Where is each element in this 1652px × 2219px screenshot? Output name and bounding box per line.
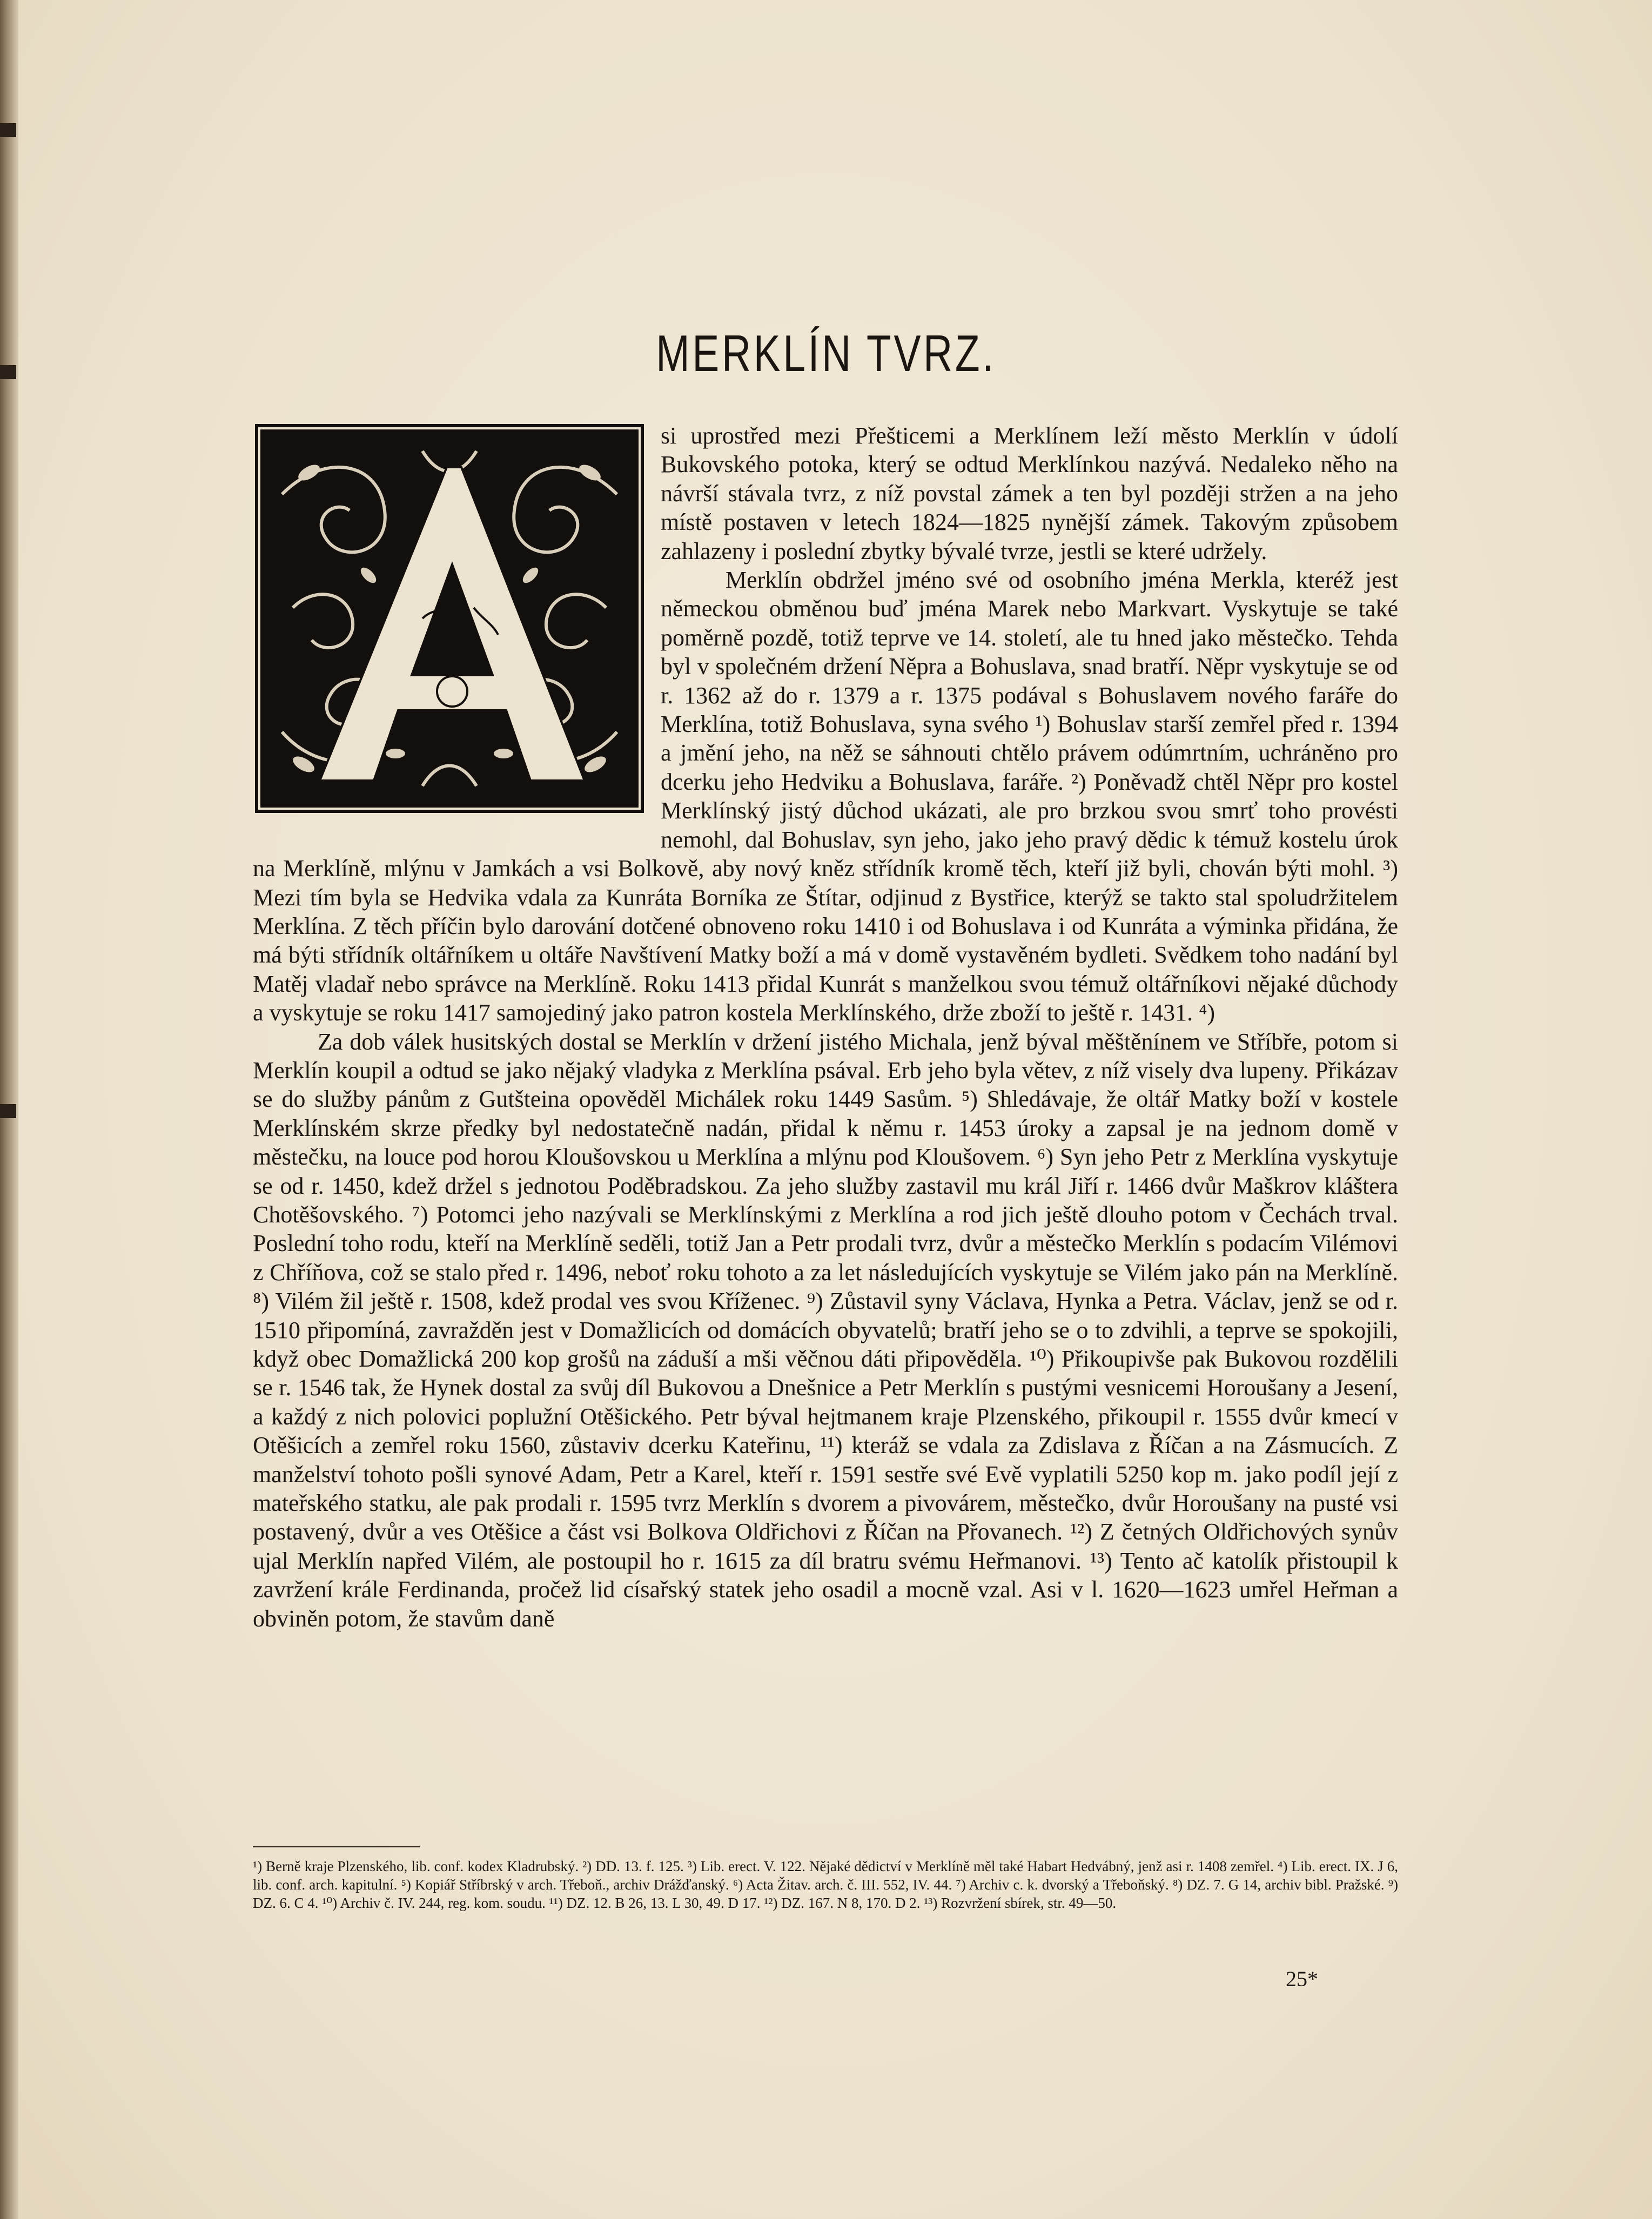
paragraph: Za dob válek husitských dostal se Merklín v držení jistého Michala, jenž býval měštěnínem ve Stříbře, potom si Merklín koupil a odtud se jako nějaký vladyka z Merklína psával. Erb jeho byla větev, z níž visely dva lupeny. Přikázav se do služby pánům z Gutšteina opověděl Michálek roku 1449 Sasům. ⁵) Shledávaje, že oltář Matky boží v kostele Merklínském skrze předky byl nedostatečně nadán, přidal k němu r. 1453 úroky a zapsal je na jednom domě v městečku, na louce pod horou Kloušovskou u Merklína a mlýnu pod Kloušovem. ⁶) Syn jeho Petr z Merklína vyskytuje se od r. 1450, kdež držel s jednotou Poděbradskou. Za jeho služby zastavil mu král Jiří r. 1466 dvůr Maškrov kláštera Chotěšovského. ⁷) Potomci jeho nazývali se Merklínskými z Merklína a rod jich ještě dlouho potom v Čechách trval. Poslední toho rodu, kteří na Merklíně seděli, totiž Jan a Petr prodali tvrz, dvůr a městečko Merklín s podacím Vilémovi z Chříňova, což se stalo před r. 1496, neboť roku tohoto a za let následujících vyskytuje se Vilém jako pán na Merklíně. ⁸) Vilém žil ještě r. 1508, kdež prodal ves svou Kříženec. ⁹) Zůstavil syny Václava, Hynka a Petra. Václav, jenž se od r. 1510 připomíná, zavražděn jest v Domažlicích od domácích obyvatelů; bratří jeho se o to zdvihli, a teprve se spokojili, když obec Domažlická 200 kop grošů na záduší a mši věčnou dáti připověděla. ¹⁰) Přikoupivše pak Bukovou rozdělili se r. 1546 tak, že Hynek dostal za svůj díl Bukovou a Dnešnice a Petr Merklín s pustými vesnicemi Horoušany a Jesení, a každý z nich polovici poplužní Otěšického. Petr býval hejtmanem kraje Plzenského, přikoupil r. 1555 dvůr kmecí v Otěšicích a zemřel roku 1560, zůstaviv dcerku Kateřinu, ¹¹) kteráž se vdala za Zdislava z Říčan a na Zásmucích. Z manželství tohoto pošli synové Adam, Petr a Karel, kteří r. 1591 sestře své Evě vyplatili 5250 kop m. jako podíl její z mateřského statku, ale pak prodali r. 1595 tvrz Merklín s dvorem a pivovárem, městečko, dvůr Horoušany na pusté vsi postavený, dvůr a ves Otěšice a část vsi Bolkova Oldřichovi z Říčan na Přovanech. ¹²) Z četných Oldřichových synův ujal Merklín napřed Vilém, ale postoupil ho r. 1615 za díl bratru svému Heřmanovi. ¹³) Tento ač katolík přistoupil k zavržení krále Ferdinanda, pročež lid císařský statek jeho osadil a mocně vzal. Asi v l. 1620—1623 umřel Heřman a obviněn potom, že stavům daně	[253, 1028, 1398, 1632]
footnotes: ¹) Berně kraje Plzenského, lib. conf. kodex Kladrubský. ²) DD. 13. f. 125. ³) Lib. erect. V. 122. Nějaké dědictví v Merklíně měl také Habart Hedvábný, jenž asi r. 1408 zemřel. ⁴) Lib. erect. IX. J 6, lib. conf. arch. kapitulní. ⁵) Kopiář Stříbrský v arch. Třeboň., archiv Drážďanský. ⁶) Acta Žitav. arch. č. III. 552, IV. 44. ⁷) Archiv c. k. dvorský a Třeboňský. ⁸) DZ. 7. G 14, archiv bibl. Pražské. ⁹) DZ. 6. C 4. ¹⁰) Archiv č. IV. 244, reg. kom. soudu. ¹¹) DZ. 12. B 26, 13. L 30, 49. D 17. ¹²) DZ. 167. N 8, 170. D 2. ¹³) Rozvržení sbírek, str. 49—50.	[253, 1858, 1398, 1911]
footnote-divider	[253, 1846, 420, 1847]
binding-thread-mark	[0, 123, 16, 137]
binding-thread-mark	[0, 365, 16, 379]
page-title: MERKLÍN TVRZ.	[656, 325, 996, 382]
paragraph: Merklín obdržel jméno své od osobního jména Merkla, kteréž jest německou obměnou buď jména Marek nebo Markvart. Vyskytuje se také poměrně pozdě, totiž teprve ve 14. století, ale tu hned jako městečko. Tehda byl v společném držení Něpra a Bohuslava, snad bratří. Něpr vyskytuje se od r. 1362 až do r. 1379 a r. 1375 podával s Bohuslavem nového faráře do Merklína, totiž Bohuslava, syna svého ¹) Bohuslav starší zemřel před r. 1394 a jmění jeho, na něž se sáhnouti chtělo právem odúmrtním, uchráněno pro dcerku jeho Hedviku a Bohuslava, faráře. ²) Poněvadž chtěl Něpr pro kostel Merklínský jistý důchod ukázati, ale pro brzkou svou smrť toho provésti nemohl, dal Bohuslav, syn jeho, jako jeho pravý dědic k témuž kostelu úrok na Merklíně, mlýnu v Jamkách a vsi Bolkově, aby nový kněz střídník kromě těch, kteří již byli, chován býti mohl. ³) Mezi tím byla se Hedvika vdala za Kunráta Borníka ze Štítar, odjinud z Bystřice, kterýž se takto stal spoludržitelem Merklína. Z těch příčin bylo darování dotčené obnoveno roku 1410 i od Bohuslava i od Kunráta a výminka přidána, že má býti střídník oltářníkem u oltáře Navštívení Matky boží a má v domě vystavěném bydleti. Svědkem toho nadání byl Matěj vladař nebo správce na Merklíně. Roku 1413 přidal Kunrát s manželkou svou témuž oltářníkovi nějaké důchody a vyskytuje se roku 1417 samojediný jako patron kostela Merklínského, drže zboží to ještě r. 1431. ⁴)	[253, 567, 1398, 1026]
initial-spacer	[253, 421, 661, 829]
article-body	[253, 421, 1398, 1633]
paragraph: si uprostřed mezi Přešticemi a Merklínem leží město Merklín v údolí Bukovského potoka, který se odtud Merklínkou nazývá. Nedaleko něho na návrší stávala tvrz, z níž povstal zámek a ten byl později stržen a na jeho místě postaven v letech 1824—1825 nynější zámek. Takovým způsobem zahlazeny i poslední zbytky bývalé tvrze, jestli se které udržely.	[661, 422, 1398, 564]
page-number: 25*	[1286, 1967, 1318, 1991]
binding-thread-mark	[0, 1104, 16, 1118]
book-binding-edge	[0, 0, 18, 2219]
